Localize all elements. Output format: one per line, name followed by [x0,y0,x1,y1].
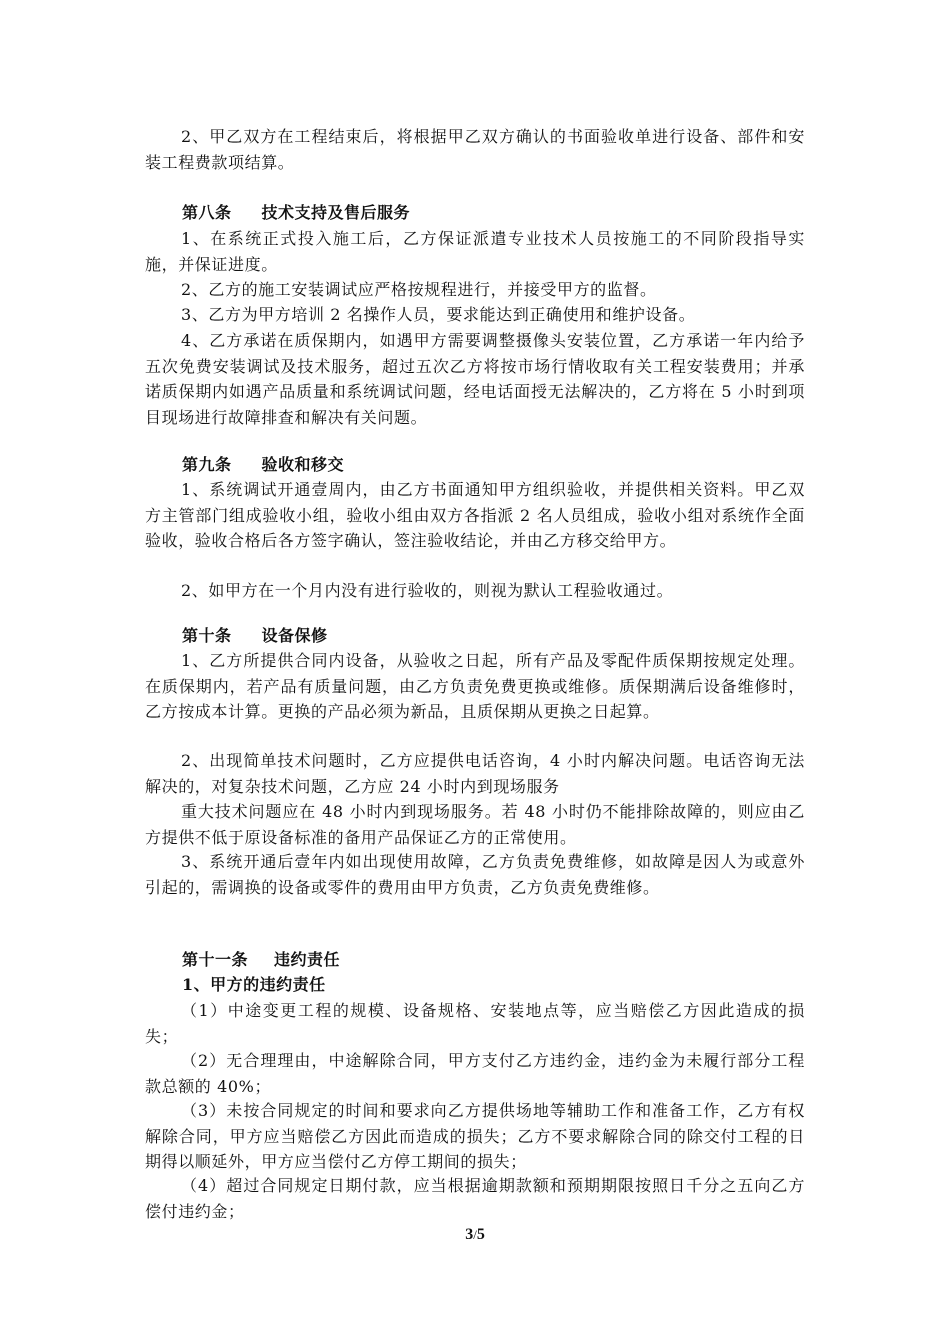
paragraph: 3、乙方为甲方培训 2 名操作人员，要求能达到正确使用和维护设备。 [181,305,696,324]
article-title: 设备保修 [261,626,328,645]
list-item: （1）中途变更工程的规模、设备规格、安装地点等，应当赔偿乙方因此造成的损失； [145,1001,805,1046]
current-page: 3 [465,1226,474,1243]
paragraph: 3、系统开通后壹年内如出现使用故障，乙方负责免费维修，如故障是因人为或意外引起的，需调换的设备或零件的费用由甲方负责，乙方负责免费维修。 [145,852,805,897]
list-item: （2）无合理理由，中途解除合同，甲方支付乙方违约金，违约金为未履行部分工程款总额的 40%； [145,1051,805,1096]
paragraph-settlement: 2、甲乙双方在工程结束后，将根据甲乙双方确认的书面验收单进行设备、部件和安装工程费款项结算。 [145,127,805,172]
paragraph: 2、出现简单技术问题时，乙方应提供电话咨询，4 小时内解决问题。电话咨询无法解决的，对复杂技术问题，乙方应 24 小时内到现场服务 [145,751,805,796]
article-10-heading [182,623,328,648]
paragraph: 2、如甲方在一个月内没有进行验收的，则视为默认工程验收通过。 [181,581,674,600]
total-pages: 5 [476,1226,485,1243]
paragraph: 1、系统调试开通壹周内，由乙方书面通知甲方组织验收，并提供相关资料。甲乙双方主管部门组成验收小组，验收小组由双方各指派 2 名人员组成，验收小组对系统作全面验收，验收合格后各方签字确认，签注验收结论，并由乙方移交给甲方。 [145,480,805,550]
subsection-heading: 1、甲方的违约责任 [182,975,326,994]
paragraph: 1、乙方所提供合同内设备，从验收之日起，所有产品及零配件质保期按规定处理。在质保期内，若产品有质量问题，由乙方负责免费更换或维修。质保期满后设备维修时，乙方按成本计算。更换的产品必须为新品，且质保期从更换之日起算。 [145,651,805,721]
paragraph: 4、乙方承诺在质保期内，如遇甲方需要调整摄像头安装位置，乙方承诺一年内给予五次免费安装调试及技术服务，超过五次乙方将按市场行情收取有关工程安装费用；并承诺质保期内如遇产品质量和系统调试问题，经电话面授无法解决的，乙方将在 5 小时到项目现场进行故障排查和解决有关问题。 [145,331,805,427]
article-title: 违约责任 [274,950,341,969]
article-number: 第八条 [182,203,232,222]
list-item: （4）超过合同规定日期付款，应当根据逾期款额和预期期限按照日千分之五向乙方偿付违约金； [145,1176,805,1221]
article-8-heading [182,200,410,225]
paragraph: 1、在系统正式投入施工后，乙方保证派遣专业技术人员按施工的不同阶段指导实施，并保证进度。 [145,229,805,274]
paragraph: 2、乙方的施工安装调试应严格按规程进行，并接受甲方的监督。 [181,280,657,299]
article-title: 验收和移交 [261,455,345,474]
article-number: 第九条 [182,455,232,474]
article-title: 技术支持及售后服务 [261,203,411,222]
paragraph: 重大技术问题应在 48 小时内到现场服务。若 48 小时仍不能排除故障的，则应由乙方提供不低于原设备标准的备用产品保证乙方的正常使用。 [145,802,805,847]
list-item: （3）未按合同规定的时间和要求向乙方提供场地等辅助工作和准备工作，乙方有权解除合同，甲方应当赔偿乙方因此而造成的损失；乙方不要求解除合同的除交付工程的日期得以顺延外，甲方应当偿付乙方停工期间的损失； [145,1101,805,1171]
page-number [0,1226,950,1244]
article-9-heading [182,452,344,477]
page-separator: / [473,1227,477,1242]
article-number: 第十一条 [182,950,249,969]
article-11-heading [182,947,340,972]
article-number: 第十条 [182,626,232,645]
